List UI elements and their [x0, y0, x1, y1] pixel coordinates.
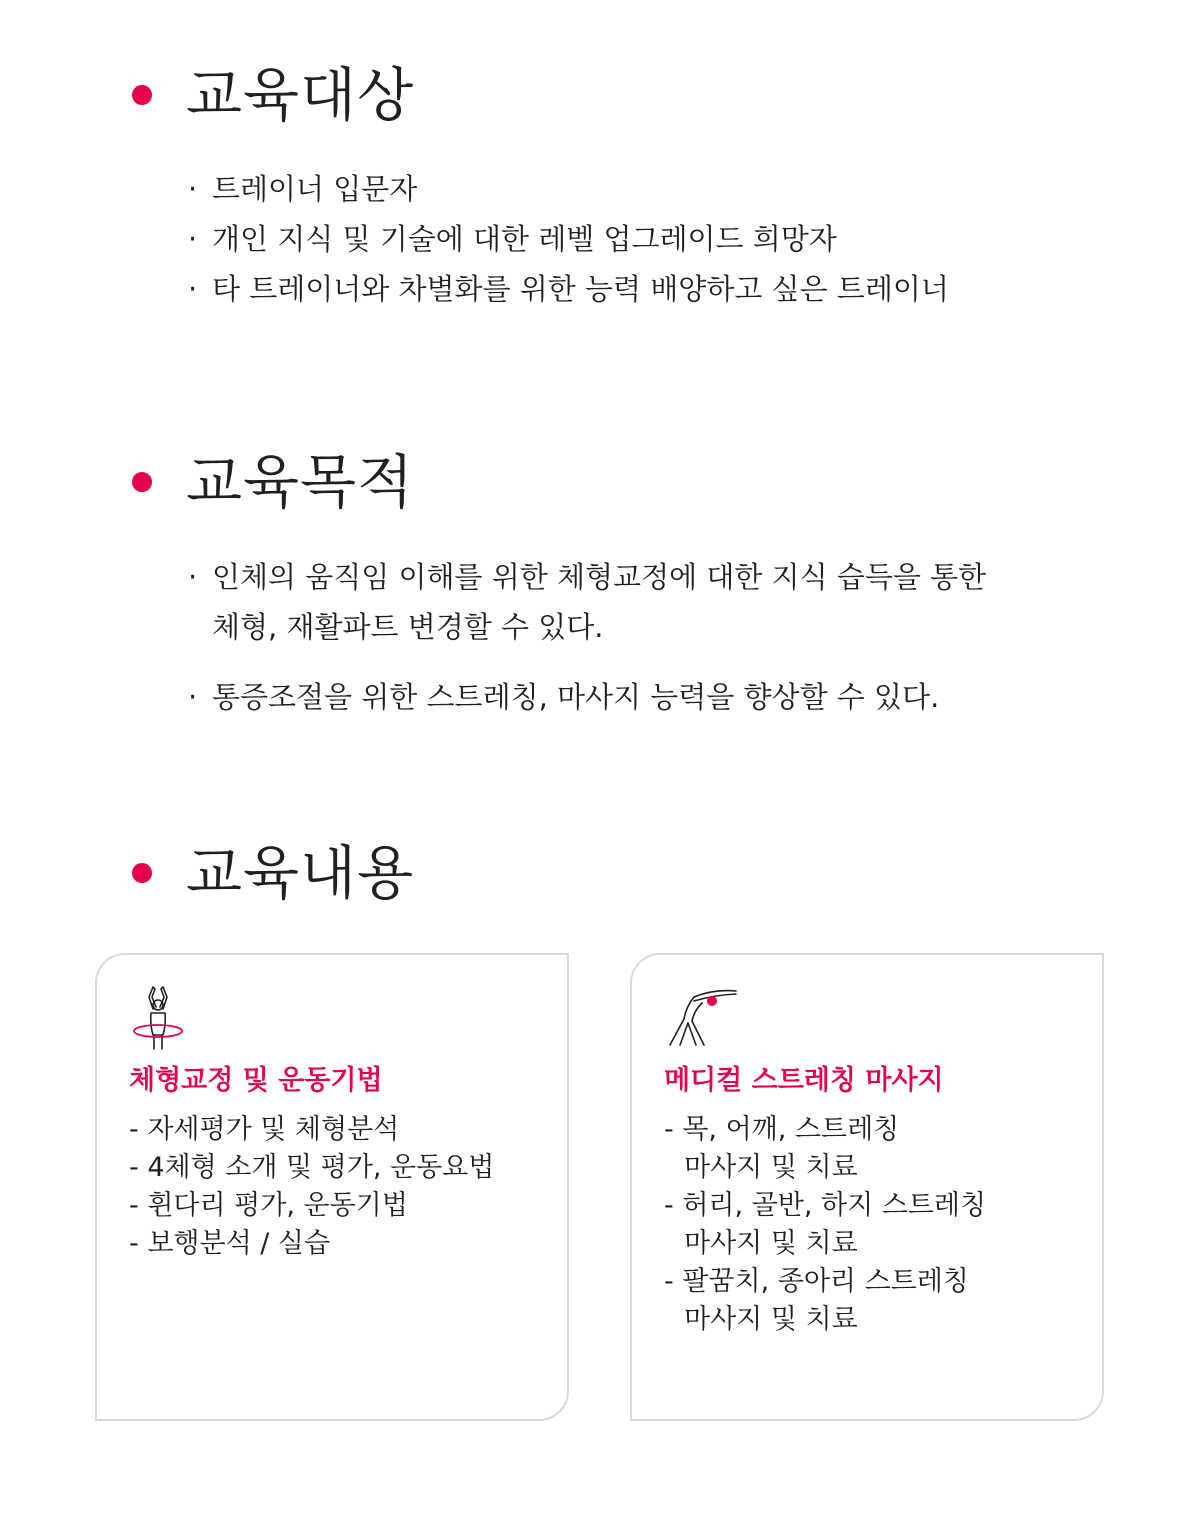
section-title: 교육대상 [186, 61, 415, 129]
target-list [188, 164, 949, 314]
purpose-list [188, 552, 986, 722]
list-item [664, 1263, 986, 1339]
list-item-line: - 목, 어깨, 스트레칭 [664, 1114, 900, 1145]
section-title: 교육내용 [186, 839, 415, 907]
bullet-dot-icon [132, 472, 152, 492]
content-card-posture [95, 953, 569, 1421]
list-item-line: - 팔꿈치, 종아리 스트레칭 [664, 1266, 969, 1297]
list-item-line: 마사지 및 치료 [684, 1152, 858, 1183]
list-item-line: · 인체의 움직임 이해를 위한 체형교정에 대한 지식 습득을 통한 [212, 560, 987, 594]
list-item-line: - 보행분석 / 실습 [129, 1228, 331, 1259]
content-card-stretching [630, 953, 1104, 1421]
hula-hoop-person-icon [129, 983, 209, 1051]
list-item-line: · 통증조절을 위한 스트레칭, 마사지 능력을 향상할 수 있다. [212, 680, 940, 714]
section-heading-target [132, 60, 414, 130]
bullet-dot-icon [132, 85, 152, 105]
list-item-line: 마사지 및 치료 [684, 1304, 858, 1335]
list-item [129, 1111, 494, 1149]
list-item-text: 타 트레이너와 차별화를 위한 능력 배양하고 싶은 트레이너 [212, 272, 949, 306]
list-item [129, 1225, 494, 1263]
list-item [664, 1111, 986, 1187]
list-item [664, 1187, 986, 1263]
section-heading-content [132, 838, 414, 908]
list-item-line: 체형, 재활파트 변경할 수 있다. [212, 610, 604, 644]
card-items [129, 1111, 494, 1263]
list-item [129, 1149, 494, 1187]
list-item [129, 1187, 494, 1225]
list-item [188, 672, 986, 722]
side-stretch-person-icon [664, 983, 744, 1051]
list-item-line: - 허리, 골반, 하지 스트레칭 [664, 1190, 987, 1221]
list-item-line: - 휜다리 평가, 운동기법 [129, 1190, 408, 1221]
list-item [188, 164, 949, 214]
section-heading-purpose [132, 447, 414, 517]
list-item [188, 552, 986, 652]
card-items [664, 1111, 986, 1339]
list-item-line: - 자세평가 및 체형분석 [129, 1114, 400, 1145]
list-item [188, 214, 949, 264]
list-item-text: 개인 지식 및 기술에 대한 레벨 업그레이드 희망자 [212, 222, 837, 256]
card-title: 체형교정 및 운동기법 [129, 1065, 383, 1096]
bullet-dot-icon [132, 863, 152, 883]
list-item-text: 트레이너 입문자 [212, 172, 418, 206]
card-title: 메디컬 스트레칭 마사지 [664, 1065, 944, 1096]
section-title: 교육목적 [186, 448, 415, 516]
list-item [188, 264, 949, 314]
list-item-line: 마사지 및 치료 [684, 1228, 858, 1259]
list-item-line: - 4체형 소개 및 평가, 운동요법 [129, 1152, 495, 1183]
